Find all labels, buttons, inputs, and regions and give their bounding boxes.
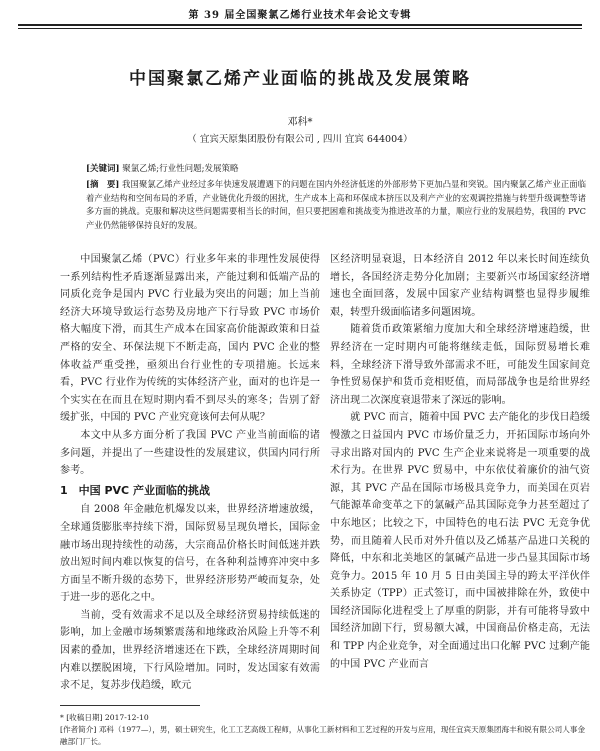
paragraph: 随着货币政策紧缩力度加大和全球经济增速趋缓，世界经济在一定时期内可能将继续走低，国际贸易增长难料，全球经济下滑导致外部需求不旺，可能发生国家间竞争性贸易保护和货币竞相贬值，而局部战争也是给世界经济出现二次深度衰退带来了深远的影响。 — [330, 324, 590, 406]
keywords-label: [关键词] — [86, 164, 120, 174]
right-column — [330, 251, 590, 673]
affiliation: （ 宜宾天原集团股份有限公司 , 四川 宜宾 644004） — [187, 134, 413, 145]
author: 邓科* — [287, 117, 313, 128]
footnote-received: * [收稿日期] 2017-12-10 — [60, 713, 149, 722]
keywords-text: 聚氯乙烯;行业性问题;发展策略 — [122, 164, 239, 174]
keywords — [86, 163, 576, 176]
section-heading: 1 中国 PVC 产业面临的挑战 — [60, 483, 210, 497]
paper-title: 中国聚氯乙烯产业面临的挑战及发展策略 — [129, 69, 471, 89]
paragraph: 区经济明显衰退，日本经济自 2012 年以来长时间连续负增长，各国经济走势分化加剧；主要新兴市场国家经济增速也全面回落，发展中国家产业结构调整也显得步履维艰，转型升级面临诸多问题困境。 — [330, 254, 590, 318]
footnote-author-bio: [作者简介] 邓科（1977—），男，硕士研究生，化工工艺高级工程师，从事化工新材料和工艺过程的开发与应用，现任宜宾天原集团海丰和锐有限公司人事金融部门厂长。 — [60, 725, 586, 746]
header-rule — [18, 24, 582, 26]
footnote-rule — [60, 705, 200, 706]
abstract-label: [摘 要] — [86, 179, 120, 189]
abstract-text: 我国聚氯乙烯产业经过多年快速发展遭遇下的问题在国内外经济低迷的外部形势下更加凸显和突锐。国内聚氯乙烯产业正面临着产业结构和空间布局的矛盾，产业链优化升级的困扰，生产成本上高和环保成本挤压以及利产产业的宏观调控措施与转型升级调整等诸多方面的挑战。克服和解决这些问题需要相当长的时间，但只要把困难和挑战变为推进改革的力量，顺应行业的发展趋势，我国的 PVC 产业仍然能够保持良好的发展。 — [86, 179, 586, 230]
paragraph: 当前，受有效需求不足以及全球经济贸易持续低迷的影响，加上金融市场频繁震荡和地缘政治风险上升等不利因素的叠加，世界经济增速还在下跌，全球经济周期时间内难以摆脱困境，下行风险增加。同时，发达国家有效需求不足，复苏步伐趋缓，欧元 — [60, 609, 320, 692]
running-header: 第 39 届全国聚氯乙烯行业技术年会论文专辑 — [188, 10, 412, 21]
header-rule-thin — [18, 28, 582, 29]
footnotes — [60, 712, 590, 748]
abstract — [86, 178, 586, 232]
paragraph: 就 PVC 而言，随着中国 PVC 去产能化的步伐日趋缓慢激之日益国内 PVC 市场价量乏力，开拓国际市场向外寻求出路对国内的 PVC 生产企业来说将是一项重要的战术行为。在世界 PVC 贸易中，中东依仗着廉价的油气资源，其 PVC 产品在国际市场极具竞争力，而美国在页岩气能源革命变革之下的氯碱产品其国际竞争力甚至超过了中东地区；比较之下，中国特色的电石法 PVC 无竞争优势，而且随着人民币对外升值以及乙烯基产品进口关税的降低，中东和北美地区的氯碱产品进一步凸显其国际市场竞争力。2015 年 10 月 5 日由美国主导的跨太平洋伙伴关系协定（TPP）正式签订，而中国被排除在外，致使中国经济国际化进程受上了厚重的阴影，并有可能将导致中国经济加剧下行，贸易额大减，中国商品价格走高，无法和 TPP 内企业竞争，对全面通过出口化解 PVC 过剩产能的中国 PVC 产业而言 — [330, 412, 590, 670]
paragraph: 中国聚氯乙烯（PVC）行业多年来的非理性发展使得一系列结构性矛盾逐渐显露出来，产能过剩和低端产品的同质化竞争是国内 PVC 行业最为突出的问题；加上当前经济大环境导致运行态势及房地产下行导致 PVC 市场价格大幅度下滑，而其生产成本在国家高价能源政策和日益严格的安全、环保法规下不断走高，国内 PVC 企业的整体收益严重受挫，亟须出台行业性的专项措施。长远来看，PVC 行业作为传统的实体经济产业，面对的也许是一个实实在在而且在短时期内看不到尽头的寒冬；告别了舒缓扩张，中国的 PVC 产业究竟该何去何从呢？ — [60, 254, 320, 424]
paragraph: 自 2008 年金融危机爆发以来，世界经济增速放缓，全球通货膨胀率持续下滑，国际贸易呈现负增长，国际金融市场出现持续性的动荡，大宗商品价格长时间低迷并跌放出短时间内难以恢复的信号，在各种利益博弈冲突中多方面呈不断升级的态势下，世界经济形势严峻而复杂，处于进一步的恶化之中。 — [60, 504, 320, 604]
left-column — [60, 251, 320, 695]
paragraph: 本文中从多方面分析了我国 PVC 产业当前面临的诸多问题，并提出了一些建设性的发展建议，供国内同行所参考。 — [60, 429, 320, 477]
